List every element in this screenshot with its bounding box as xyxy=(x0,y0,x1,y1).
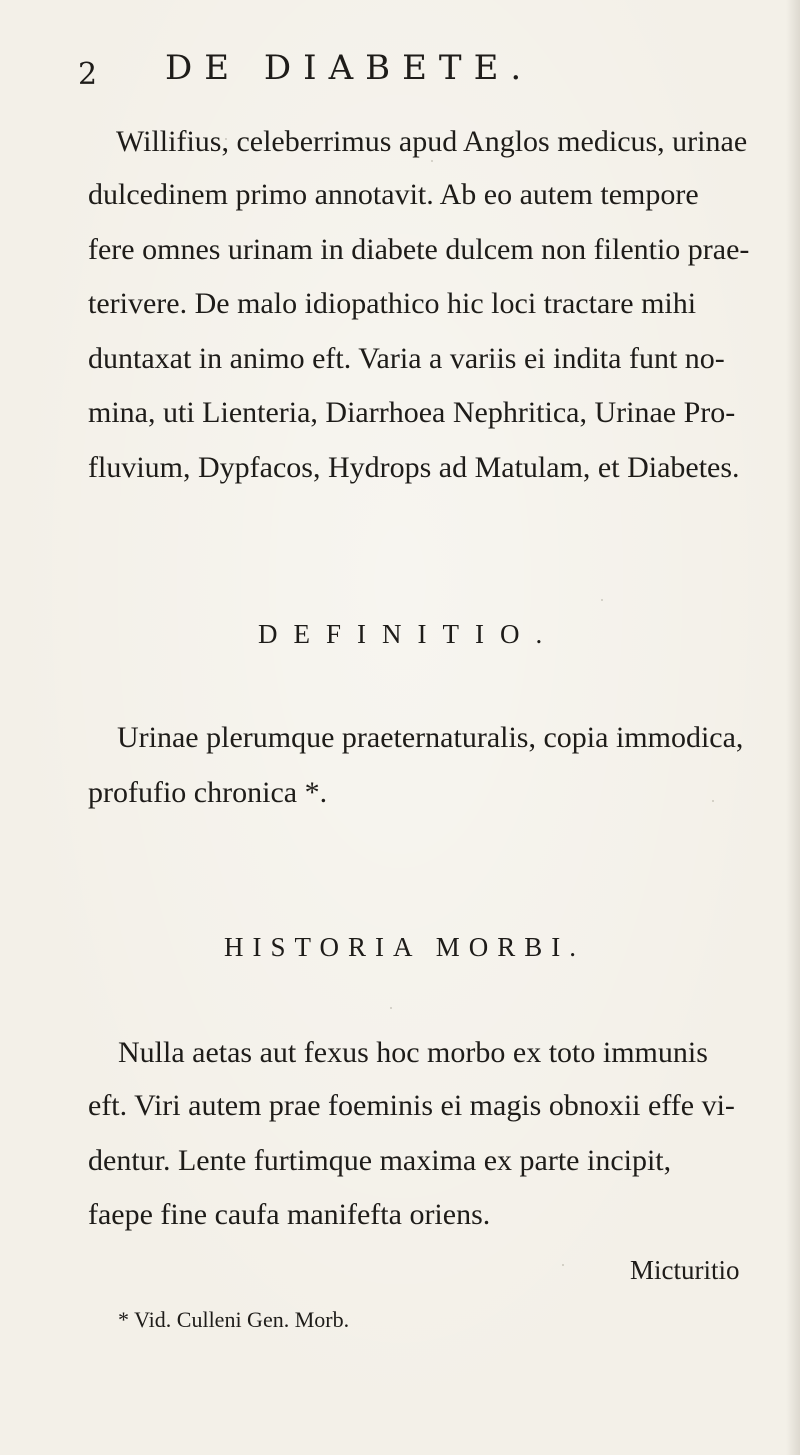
page-edge-shadow xyxy=(786,0,800,1455)
paper-speck xyxy=(431,160,433,162)
intro-line-7: fluvium, Dypfacos, Hydrops ad Matulam, et Diabetes. xyxy=(88,451,740,484)
paper-speck xyxy=(225,138,227,140)
intro-line-6: mina, uti Lienteria, Diarrhoea Nephritica, Urinae Pro- xyxy=(88,396,736,429)
history-heading: HISTORIA MORBI. xyxy=(224,932,586,962)
paper-speck xyxy=(390,1007,392,1009)
catchword: Micturitio xyxy=(630,1255,740,1285)
intro-line-1: Willifius, celeberrimus apud Anglos medicus, urinae xyxy=(116,125,748,158)
definition-line-1: Urinae plerumque praeternaturalis, copia immodica, xyxy=(117,721,744,754)
running-head: DE DIABETE. xyxy=(165,48,534,88)
definition-heading: DEFINITIO. xyxy=(258,619,559,649)
page-number: 2 xyxy=(78,57,98,92)
history-line-2: eft. Viri autem prae foeminis ei magis obnoxii effe vi- xyxy=(88,1089,735,1122)
definition-line-2: profufio chronica *. xyxy=(88,776,328,809)
paper-speck xyxy=(562,1264,564,1266)
intro-line-3: fere omnes urinam in diabete dulcem non filentio prae- xyxy=(88,233,750,266)
history-line-1: Nulla aetas aut fexus hoc morbo ex toto immunis xyxy=(118,1036,708,1069)
footnote: * Vid. Culleni Gen. Morb. xyxy=(118,1307,350,1332)
paper-speck xyxy=(601,599,603,601)
history-line-3: dentur. Lente furtimque maxima ex parte incipit, xyxy=(88,1144,672,1177)
history-line-4: faepe fine caufa manifefta oriens. xyxy=(88,1198,491,1231)
paper-speck xyxy=(712,800,714,802)
intro-line-4: terivere. De malo idiopathico hic loci tractare mihi xyxy=(88,287,697,320)
intro-line-2: dulcedinem primo annotavit. Ab eo autem tempore xyxy=(88,178,699,211)
intro-line-5: duntaxat in animo eft. Varia a variis ei indita funt no- xyxy=(88,342,725,375)
